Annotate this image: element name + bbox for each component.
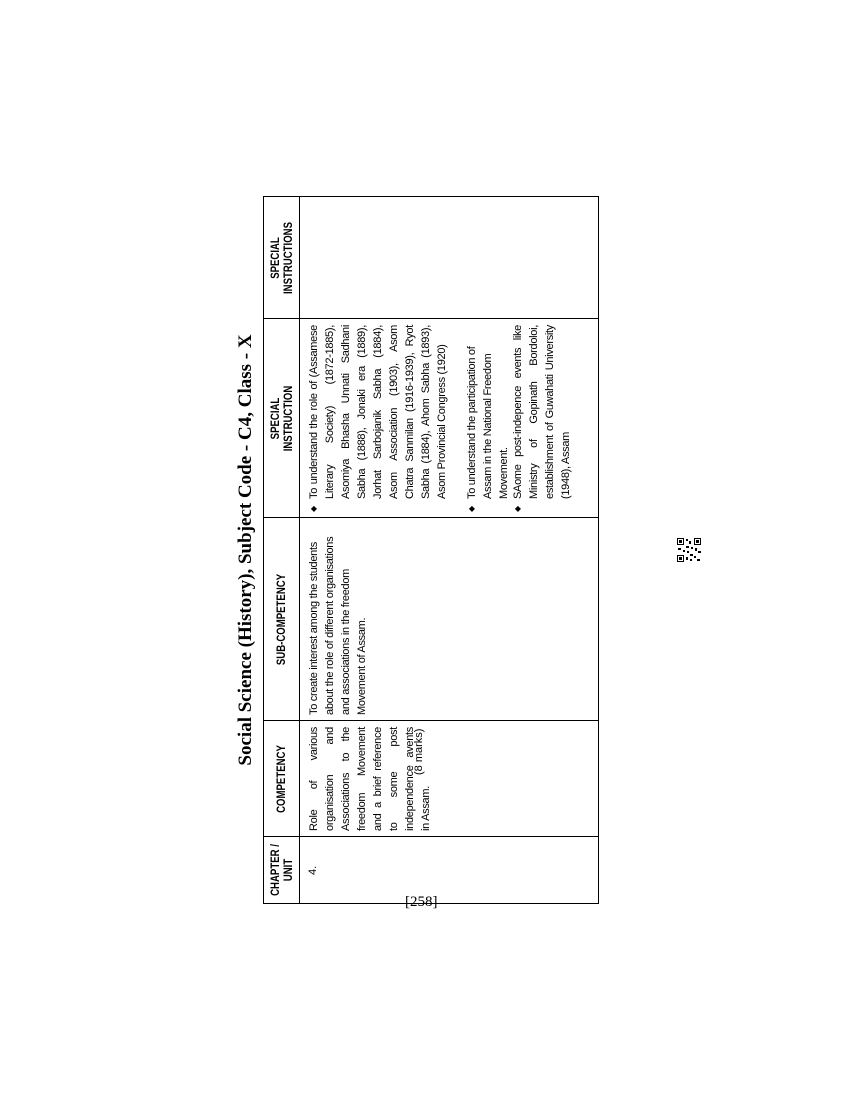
document-title: Social Science (History), Subject Code - C4, Class - X [235,334,256,766]
column-divider [264,318,598,319]
rotated-page-content [229,196,599,904]
marks-text: (8 marks) [413,728,425,775]
bullet-icon: ◆ [467,505,476,512]
column-divider [264,517,598,518]
column-divider [264,720,598,721]
unit-number: 4. [307,865,319,875]
bullet-icon: ◆ [513,505,522,512]
special-instruction-item: To understand the role of (Assamese Literary Society) (1872-1885), Asomiya Bhasha Unnati Sadhani Sabha (1888), Jonaki era (1889), Jorhat Sarbojanik Sabha (1884), Asom Association (1903), Asom Chatra Sanmilan (1916-1939), Ryot Sabha (1884), Ahom Sabha (1893), Asom Provincial Congress (1920) [308,325,448,499]
special-instruction-item: SAome post-indepence events like Ministry of Gopinath Bordoloi, establishment of Guwahati University (1948), Assam [512,325,572,499]
page-number: [258] [405,894,438,910]
header-sub-competency: SUB-COMPETENCY [274,573,288,666]
header-special-instructions: SPECIAL INSTRUCTIONS [267,222,295,294]
qr-code-icon [676,537,702,563]
header-chapter-unit: CHAPTER / UNIT [267,844,295,896]
header-competency: COMPETENCY [274,745,288,813]
competency-text: Role of various organisation and Associations to the freedom Movement and a brief reference to some post independence avents in Assam. [308,727,432,831]
header-divider [299,197,300,903]
special-instruction-item: To understand the participation of Assam in the National Freedom Movement. [466,346,510,499]
header-special-instruction: SPECIAL INSTRUCTION [267,385,295,452]
sub-competency-text: To create interest among the students about the role of different organisations and associations in the freedom Movement of Assam. [308,536,368,715]
column-divider [264,836,598,837]
bullet-icon: ◆ [309,505,318,512]
syllabus-table [263,196,599,904]
